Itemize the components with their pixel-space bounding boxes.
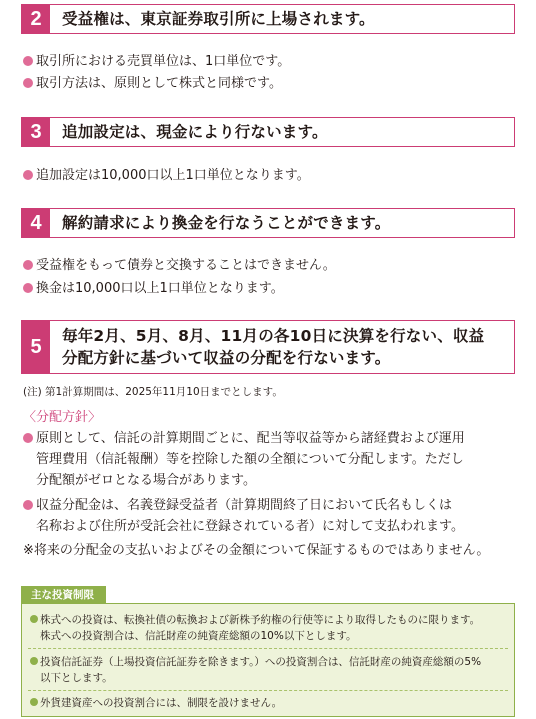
section-number: 3 [22,118,50,146]
restrictions-box [21,603,515,717]
list-item: 取引方法は、原則として株式と同様です。 [23,74,282,93]
list-item: 取引所における売買単位は、1口単位です。 [23,52,290,71]
section-title: 解約請求により換金を行なうことができます。 [62,214,391,232]
section-3-header [21,117,515,147]
footnote: (注) 第1計算期間は、2025年11月10日までとします。 [23,386,283,398]
policy-title: 〈分配方針〉 [23,410,102,425]
section-title: 毎年2月、5月、8月、11月の各10日に決算を行ない、収益 分配方針に基づいて収益の分配を行ないます。 [62,327,485,367]
bullet-icon [23,500,33,510]
section-number: 5 [22,321,50,373]
bullet-icon [23,56,33,66]
policy-paragraph: 原則として、信託の計算期間ごとに、配当等収益等から諸経費および運用 管理費用（信託報酬）等を控除した額の全額について分配します。ただし 分配額がゼロとなる場合があります。 [23,428,523,491]
bullet-icon [23,433,33,443]
section-2-header [21,4,515,34]
policy-paragraph: 収益分配金は、名義登録受益者（計算期間終了日において氏名もしくは 名称および住所が受託会社に登録されている者）に対して支払われます。 [23,495,523,537]
section-5-header [21,320,515,374]
bullet-icon [23,260,33,270]
divider [28,648,508,649]
list-item: 追加設定は10,000口以上1口単位となります。 [23,166,310,185]
list-item: 換金は10,000口以上1口単位となります。 [23,279,284,298]
section-title: 追加設定は、現金により行ないます。 [62,123,328,141]
section-number: 4 [22,209,50,237]
section-title: 受益権は、東京証券取引所に上場されます。 [62,10,375,28]
section-4-header [21,208,515,238]
restriction-item: 外貨建資産への投資割合には、制限を設けません。 [30,695,506,711]
bullet-icon [30,698,38,706]
restrictions-tag: 主な投資制限 [21,586,106,604]
bullet-icon [30,615,38,623]
divider [28,690,508,691]
list-item: 受益権をもって債券と交換することはできません。 [23,256,336,275]
disclaimer: ※将来の分配金の支払いおよびその金額について保証するものではありません。 [23,543,490,558]
section-number: 2 [22,5,50,33]
restriction-item: 投資信託証券（上場投資信託証券を除きます。）への投資割合は、信託財産の純資産総額の5% 以下とします。 [30,654,506,686]
bullet-icon [23,78,33,88]
bullet-icon [23,170,33,180]
bullet-icon [30,657,38,665]
restriction-item: 株式への投資は、転換社債の転換および新株予約権の行使等により取得したものに限ります。 株式への投資割合は、信託財産の純資産総額の10%以下とします。 [30,612,506,644]
bullet-icon [23,283,33,293]
